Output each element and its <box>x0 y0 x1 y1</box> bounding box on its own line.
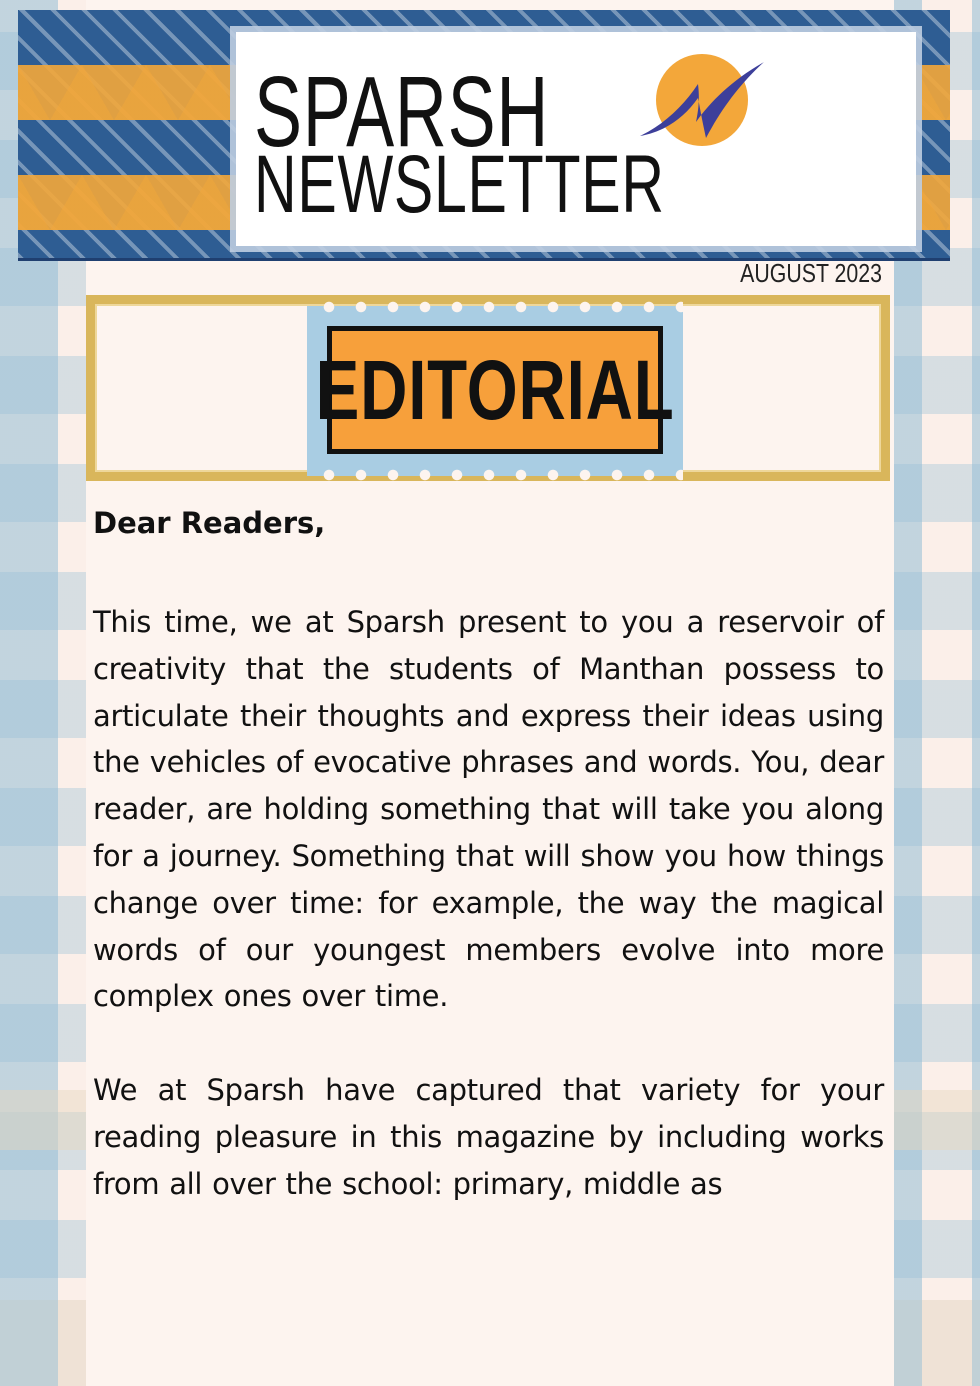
editorial-letter <box>93 500 884 1255</box>
letter-paragraph-1: This time, we at Sparsh present to you a reservoir of creativity that the students of Manthan possess to articulate their thoughts and express their ideas using the vehicles of evocative phrases and words. You, dear reader, are holding something that will take you along for a journey. Something that will show you how things change over time: for example, the way the magical words of our youngest members evolve into more complex ones over time. <box>93 605 884 1014</box>
header-banner <box>18 10 950 261</box>
newsletter-title-line2: NEWSLETTER <box>254 139 665 230</box>
newsletter-title-line1: SPARSH <box>254 56 550 168</box>
letter-greeting: Dear Readers, <box>93 506 326 540</box>
bird-sun-logo-icon <box>640 50 770 160</box>
editorial-frame <box>86 295 890 481</box>
section-heading: EDITORIAL <box>315 342 675 437</box>
editorial-label-box <box>315 326 675 454</box>
title-card <box>236 32 916 246</box>
editorial-stamp <box>307 306 683 476</box>
letter-paragraph-2: We at Sparsh have captured that variety for your reading pleasure in this magazine by including works from all over the school: primary, middle as <box>93 1073 884 1201</box>
issue-date: AUGUST 2023 <box>740 258 882 288</box>
